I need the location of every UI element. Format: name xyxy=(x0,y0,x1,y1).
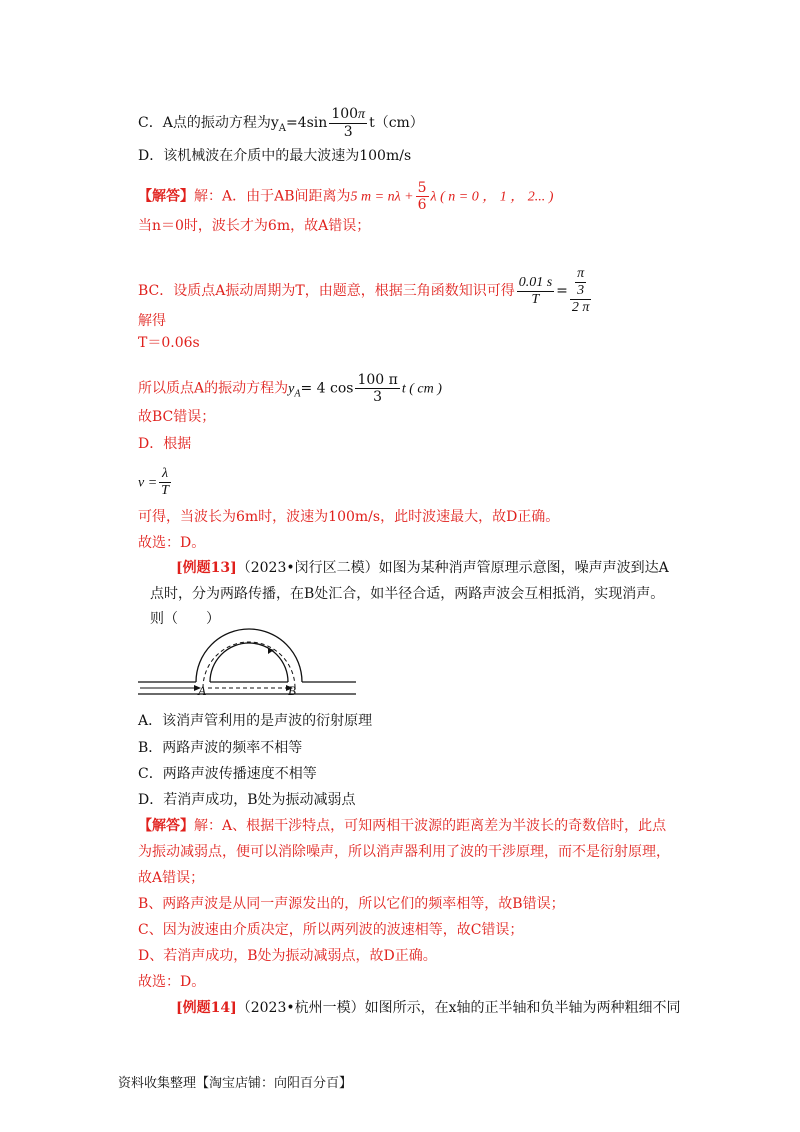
example-13-text: （2023•闵行区二模）如图为某种消声管原理示意图，噪声声波到达A xyxy=(236,560,669,576)
option-c-den: 3 xyxy=(343,124,353,140)
ya-text: 所以质点A的振动方程为 xyxy=(138,380,289,397)
answer-1-frac-den: 6 xyxy=(417,197,427,213)
option-c-text: C．A点的振动方程为 xyxy=(138,115,271,131)
answer-1-choice: 故选：D。 xyxy=(138,535,206,551)
bc-inner-frac xyxy=(575,266,586,299)
example-13-line3: 则（ ） xyxy=(150,611,220,627)
v-lhs: v = xyxy=(138,475,158,491)
example-13-line2: 点时，分为两路传播，在B处汇合，如半径合适，两路声波会互相抵消，实现消声。 xyxy=(150,586,665,602)
answer-2-line1 xyxy=(138,816,666,836)
example-13-line1 xyxy=(176,558,669,578)
bc-inner-den: 3 xyxy=(577,283,585,298)
example-13-tag: [例题13] xyxy=(176,560,237,576)
answer-1-math: 5 m = nλ + xyxy=(350,189,414,205)
ya-line xyxy=(138,372,442,405)
v-den: T xyxy=(161,483,169,498)
bc-frac-2 xyxy=(570,266,592,316)
bc-text: BC．设质点A振动周期为T，由题意，根据三角函数知识可得 xyxy=(138,283,515,299)
v-equation xyxy=(138,466,173,499)
kede-line: 可得，当波长为6m时，波速为100m/s，此时波速最大，故D正确。 xyxy=(138,509,560,525)
answer-1-math-tail: λ ( n = 0 ， 1 ， 2... ) xyxy=(430,189,554,205)
d-gen-line: D．根据 xyxy=(138,436,192,452)
option-c-y: y xyxy=(270,115,279,131)
answer-1-frac-num: 5 xyxy=(417,180,427,196)
answer-1-line xyxy=(138,180,553,213)
option-c-sub: A xyxy=(278,122,286,134)
n0-line: 当n＝0时，波长才为6m，故A错误； xyxy=(138,218,371,234)
point-b-label: B xyxy=(288,683,296,698)
answer-2-text: 解：A、根据干涉特点，可知两相干波源的距离差为半波长的奇数倍时，此点 xyxy=(194,818,667,834)
ya-y: y xyxy=(288,381,295,397)
bc-frac-1-num: 0.01 s xyxy=(518,274,553,290)
option-c-line xyxy=(138,106,424,140)
ya-fraction xyxy=(355,372,399,405)
example-14-tag: [例题14] xyxy=(176,1000,237,1016)
example-14-text: （2023•杭州一模）如图所示，在x轴的正半轴和负半轴为两种粗细不同 xyxy=(236,1000,681,1016)
bc-eq: = xyxy=(556,283,568,299)
option-c-pi: π xyxy=(358,107,366,122)
bc-line xyxy=(138,266,593,316)
option-b: B．两路声波的频率不相等 xyxy=(138,740,303,756)
answer-2-line2: 为振动减弱点，便可以消除噪声，所以消声器利用了波的干涉原理，而不是衍射原理， xyxy=(138,844,670,860)
page-footer: 资料收集整理【淘宝店铺：向阳百分百】 xyxy=(118,1076,353,1091)
bc-wrong-line: 故BC错误； xyxy=(138,409,216,425)
option-c-fraction xyxy=(329,106,367,140)
option-c-eq: =4sin xyxy=(285,115,328,131)
option-c-num: 100 xyxy=(331,106,359,122)
ya-sub: A xyxy=(294,388,301,400)
answer-2-head: 【解答】 xyxy=(138,818,194,834)
answer-2-b: B、两路声波是从同一声源发出的，所以它们的频率相等，故B错误； xyxy=(138,896,565,912)
option-a: A．该消声管利用的是声波的衍射原理 xyxy=(138,713,373,729)
answer-1-fraction xyxy=(416,180,429,213)
bc-frac-2-den: 2 π xyxy=(571,300,590,315)
ya-tail: t ( cm ) xyxy=(401,381,442,397)
t-value-line: T＝0.06s xyxy=(138,335,200,351)
point-a-label: A xyxy=(198,683,206,698)
option-d: D．若消声成功，B处为振动减弱点 xyxy=(138,792,356,808)
answer-2-c: C、因为波速由介质决定，所以两列波的波速相等，故C错误； xyxy=(138,922,524,938)
option-c-tail: t（cm） xyxy=(369,115,424,131)
answer-1-text: 解：A．由于AB间距离为 xyxy=(194,188,351,205)
ya-eq: = 4 cos xyxy=(300,380,354,397)
option-c: C．两路声波传播速度不相等 xyxy=(138,766,317,782)
ya-den: 3 xyxy=(373,389,383,405)
bc-frac-1-den: T xyxy=(531,291,540,307)
jiede-line: 解得 xyxy=(138,313,166,329)
answer-1-head: 【解答】 xyxy=(138,188,194,205)
bc-inner-num: π xyxy=(577,266,585,281)
v-num: λ xyxy=(159,466,171,483)
v-fraction xyxy=(159,466,171,499)
answer-2-line3: 故A错误； xyxy=(138,870,205,886)
ya-num: 100 π xyxy=(357,372,398,388)
muffler-figure xyxy=(138,624,360,700)
example-14-line1 xyxy=(176,998,681,1018)
option-d-line: D．该机械波在介质中的最大波速为100m/s xyxy=(138,148,412,164)
answer-2-choice: 故选：D。 xyxy=(138,974,206,990)
answer-2-d: D、若消声成功，B处为振动减弱点，故D正确。 xyxy=(138,948,437,964)
bc-frac-1 xyxy=(517,275,554,308)
